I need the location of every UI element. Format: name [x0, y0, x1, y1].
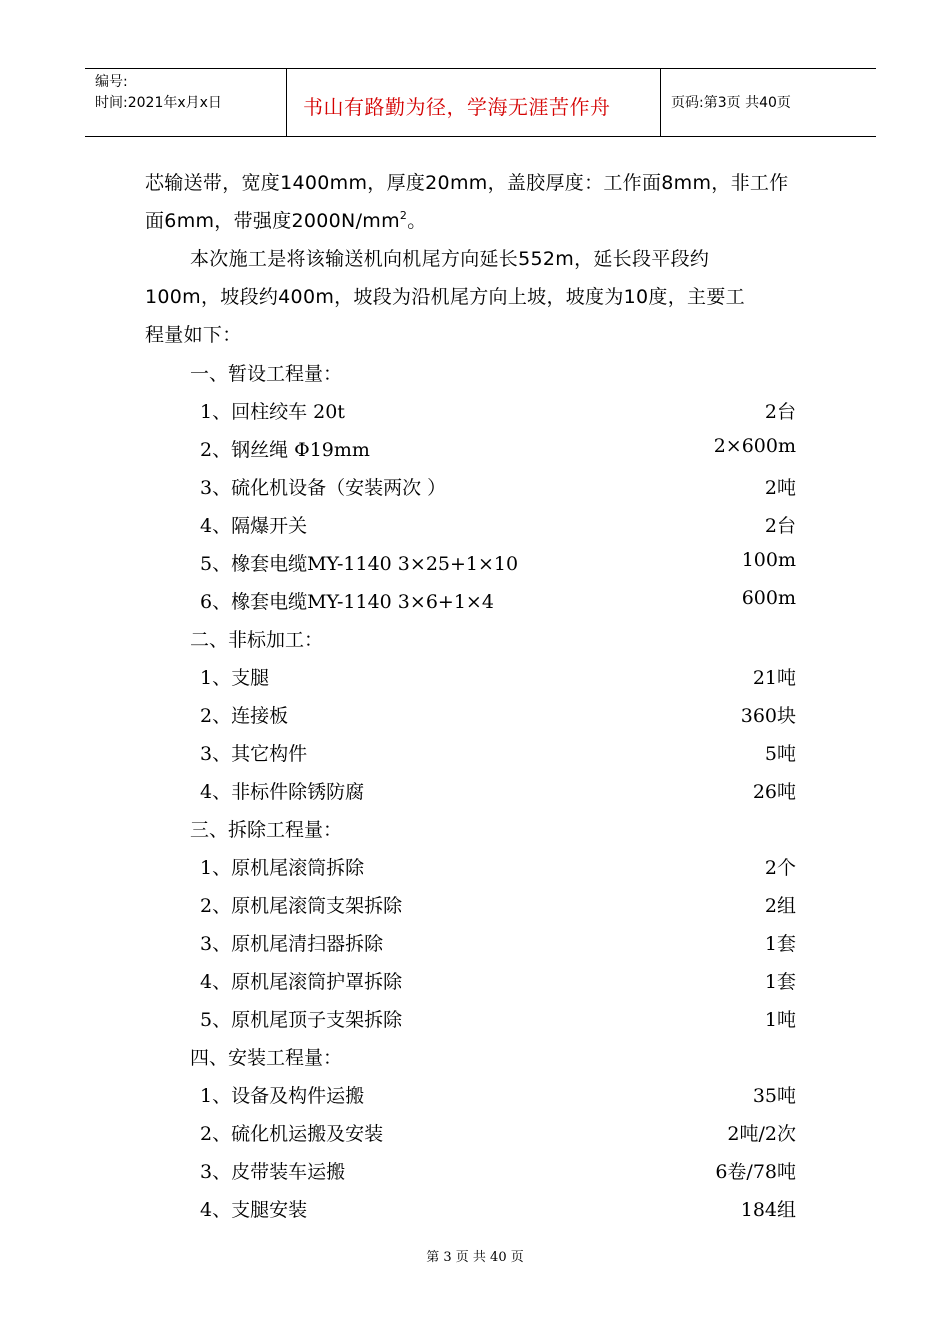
superscript: 2: [399, 209, 408, 222]
item-label: 3、其它构件: [200, 743, 308, 765]
list-item: [0, 701, 950, 735]
item-label: 3、原机尾清扫器拆除: [200, 933, 384, 955]
intro-line-2-text: 面6mm，带强度2000N/mm: [145, 210, 400, 232]
item-label: 5、原机尾顶子支架拆除: [200, 1009, 403, 1031]
list-item: [0, 663, 950, 697]
item-quantity: 2吨: [764, 477, 796, 499]
item-label: 1、原机尾滚筒拆除: [200, 857, 365, 879]
section-title: 四、安装工程量：: [190, 1047, 343, 1069]
item-label: 4、原机尾滚筒护罩拆除: [200, 971, 403, 993]
item-label: 2、原机尾滚筒支架拆除: [200, 895, 403, 917]
list-item: [0, 473, 950, 507]
item-quantity: 35吨: [752, 1085, 796, 1107]
item-label: 3、皮带装车运搬: [200, 1161, 346, 1183]
section-title: 三、拆除工程量：: [190, 819, 343, 841]
list-item: [0, 853, 950, 887]
item-quantity: 2个: [764, 857, 796, 879]
item-quantity: 184组: [740, 1199, 796, 1221]
item-quantity: 1套: [764, 933, 796, 955]
section-title: 二、非标加工：: [190, 629, 324, 651]
list-item: [0, 1005, 950, 1039]
list-item: [0, 777, 950, 811]
item-label: 4、非标件除锈防腐: [200, 781, 365, 803]
item-quantity: 2台: [764, 515, 796, 537]
item-label: 1、回柱绞车 20t: [200, 401, 345, 423]
list-item: [0, 397, 950, 431]
list-item: [0, 929, 950, 963]
item-quantity: 2吨/2次: [727, 1123, 796, 1145]
item-label: 6、橡套电缆MY-1140 3×6+1×4: [200, 591, 494, 613]
page-footer: 第 3 页 共 40 页: [426, 1250, 524, 1265]
item-quantity: 2台: [764, 401, 796, 423]
list-item: [0, 891, 950, 925]
page-header: [85, 68, 876, 137]
item-label: 2、硫化机运搬及安装: [200, 1123, 384, 1145]
intro-line-5: 程量如下：: [145, 324, 242, 346]
item-label: 2、连接板: [200, 705, 289, 727]
item-quantity: 26吨: [752, 781, 796, 803]
list-item: [0, 1119, 950, 1153]
item-quantity: 1套: [764, 971, 796, 993]
header-page-label: 页码:第3页 共40页: [671, 95, 791, 111]
intro-line-2-end: 。: [407, 210, 427, 232]
item-quantity: 360块: [740, 705, 796, 727]
item-quantity: 1吨: [764, 1009, 796, 1031]
item-label: 5、橡套电缆MY-1140 3×25+1×10: [200, 553, 519, 575]
item-label: 1、支腿: [200, 667, 270, 689]
item-label: 3、硫化机设备（安装两次 ）: [200, 477, 447, 499]
header-meta: [85, 69, 287, 136]
list-item: [0, 435, 950, 469]
item-label: 4、隔爆开关: [200, 515, 308, 537]
list-item: [0, 1157, 950, 1191]
motto: 书山有路勤为径，学海无涯苦作舟: [303, 95, 611, 119]
intro-line-1: 芯输送带，宽度1400mm，厚度20mm，盖胶厚度：工作面8mm，非工作: [145, 172, 789, 194]
intro-line-4: 100m，坡段约400m，坡段为沿机尾方向上坡，坡度为10度，主要工: [145, 286, 745, 308]
list-item: [0, 549, 950, 583]
list-item: [0, 511, 950, 545]
intro-line-3: 本次施工是将该输送机向机尾方向延长552m，延长段平段约: [190, 248, 710, 270]
list-item: [0, 967, 950, 1001]
item-quantity: 600m: [741, 587, 796, 609]
item-quantity: 21吨: [752, 667, 796, 689]
section-title: 一、暂设工程量：: [190, 363, 343, 385]
item-quantity: 2×600m: [713, 435, 796, 457]
list-item: [0, 1081, 950, 1115]
item-label: 2、钢丝绳 Φ19mm: [200, 439, 370, 461]
item-label: 1、设备及构件运搬: [200, 1085, 365, 1107]
intro-line-2: [145, 206, 427, 233]
list-item: [0, 587, 950, 621]
item-quantity: 100m: [741, 549, 796, 571]
number-label: 编号:: [95, 74, 128, 90]
item-label: 4、支腿安装: [200, 1199, 308, 1221]
time-label: 时间:2021年x月x日: [95, 95, 222, 111]
item-quantity: 5吨: [764, 743, 796, 765]
item-quantity: 2组: [764, 895, 796, 917]
list-item: [0, 739, 950, 773]
header-motto-cell: [287, 69, 661, 136]
list-item: [0, 1195, 950, 1229]
item-quantity: 6卷/78吨: [715, 1161, 796, 1183]
